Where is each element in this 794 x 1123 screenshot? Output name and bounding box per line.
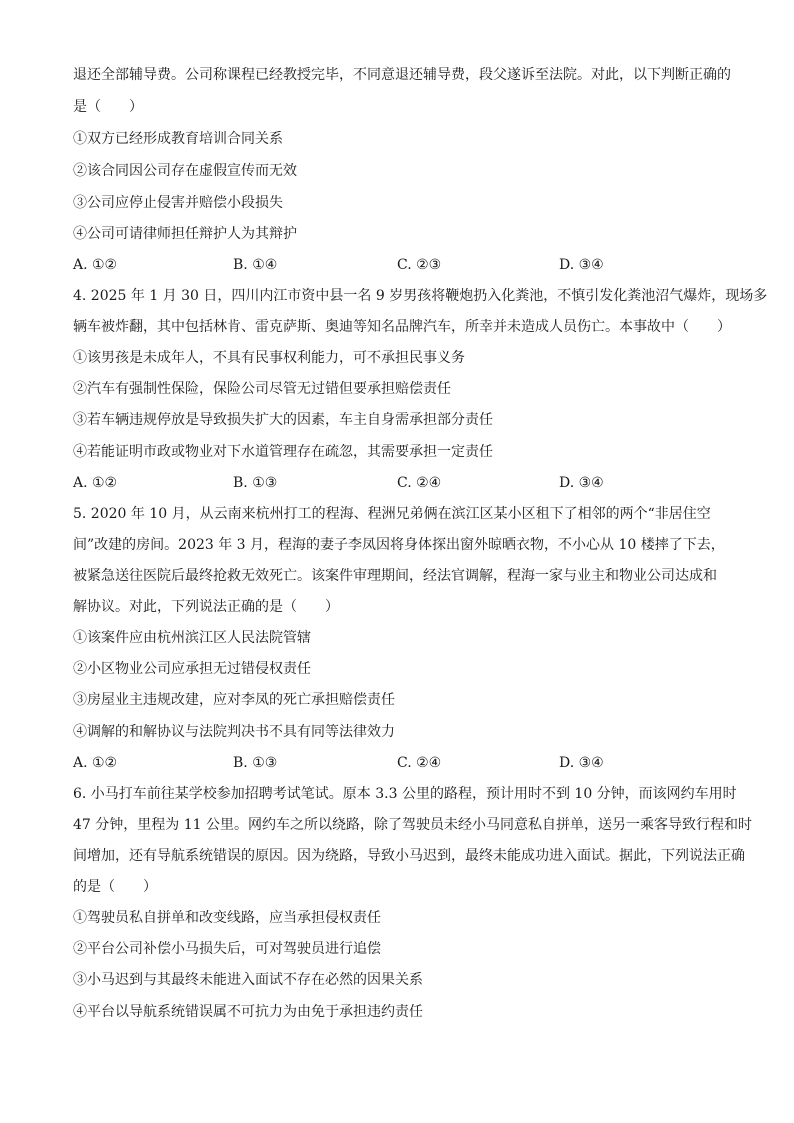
question-6-stem-line-2: 47 分钟，里程为 11 公里。网约车之所以绕路，除了驾驶员未经小马同意私自拼单，送另一乘客导致行程和时 <box>73 817 752 833</box>
question-6-stem-line-1: 6. 小马打车前往某学校参加招聘考试笔试。原本 3.3 公里的路程，预计用时不到 10 分钟，而该网约车用时 <box>73 786 737 802</box>
question-6-item-4: ④平台以导航系统错误属不可抗力为由免于承担违约责任 <box>73 1004 423 1020</box>
option-d[interactable]: D. ③④ <box>559 257 604 273</box>
option-a[interactable]: A. ①② <box>73 257 118 273</box>
question-3-item-1: ①双方已经形成教育培训合同关系 <box>73 131 283 147</box>
question-6-item-3: ③小马迟到与其最终未能进入面试不存在必然的因果关系 <box>73 972 423 988</box>
question-6-item-2: ②平台公司补偿小马损失后，可对驾驶员进行追偿 <box>73 941 381 957</box>
question-3-item-2: ②该合同因公司存在虚假宣传而无效 <box>73 163 297 179</box>
question-3-item-3: ③公司应停止侵害并赔偿小段损失 <box>73 195 283 211</box>
question-4-stem-line-1: 4. 2025 年 1 月 30 日，四川内江市资中县一名 9 岁男孩将鞭炮扔入化粪池，不慎引发化粪池沼气爆炸，现场多 <box>73 288 768 304</box>
question-5-stem-line-3: 被紧急送往医院后最终抢救无效死亡。该案件审理期间，经法官调解，程海一家与业主和物业公司达成和 <box>73 568 717 584</box>
option-c[interactable]: C. ②④ <box>397 475 442 491</box>
question-4-item-4: ④若能证明市政或物业对下水道管理存在疏忽，其需要承担一定责任 <box>73 444 493 460</box>
option-c[interactable]: C. ②④ <box>397 755 442 771</box>
question-3-options <box>73 256 733 274</box>
question-5-item-2: ②小区物业公司应承担无过错侵权责任 <box>73 661 311 677</box>
question-5-stem-line-2: 间”改建的房间。2023 年 3 月，程海的妻子李凤因将身体探出窗外晾晒衣物，不小心从 10 楼摔了下去， <box>73 537 725 553</box>
question-4-options <box>73 474 733 492</box>
option-a[interactable]: A. ①② <box>73 475 118 491</box>
option-a[interactable]: A. ①② <box>73 755 118 771</box>
question-6-stem-line-4: 的是（ ） <box>73 879 157 895</box>
question-5-options <box>73 754 733 772</box>
question-5-item-3: ③房屋业主违规改建，应对李凤的死亡承担赔偿责任 <box>73 692 395 708</box>
option-c[interactable]: C. ②③ <box>397 257 442 273</box>
option-b[interactable]: B. ①④ <box>233 257 278 273</box>
question-3-stem-line-1: 退还全部辅导费。公司称课程已经教授完毕，不同意退还辅导费，段父遂诉至法院。对此，以下判断正确的 <box>73 67 731 83</box>
question-5-item-1: ①该案件应由杭州滨江区人民法院管辖 <box>73 630 311 646</box>
question-3-item-4: ④公司可请律师担任辩护人为其辩护 <box>73 226 297 242</box>
option-d[interactable]: D. ③④ <box>559 755 604 771</box>
question-3-stem-line-2: 是（ ） <box>73 99 143 115</box>
question-4-item-2: ②汽车有强制性保险，保险公司尽管无过错但要承担赔偿责任 <box>73 381 451 397</box>
question-6-item-1: ①驾驶员私自拼单和改变线路，应当承担侵权责任 <box>73 910 381 926</box>
question-5-item-4: ④调解的和解协议与法院判决书不具有同等法律效力 <box>73 724 395 740</box>
question-4-item-3: ③若车辆违规停放是导致损失扩大的因素，车主自身需承担部分责任 <box>73 412 493 428</box>
option-b[interactable]: B. ①③ <box>233 755 278 771</box>
option-d[interactable]: D. ③④ <box>559 475 604 491</box>
question-6-stem-line-3: 间增加，还有导航系统错误的原因。因为绕路，导致小马迟到，最终未能成功进入面试。据此，下列说法正确 <box>73 848 745 864</box>
question-5-stem-line-1: 5. 2020 年 10 月，从云南来杭州打工的程海、程洲兄弟俩在滨江区某小区租下了相邻的两个“非居住空 <box>73 506 711 522</box>
question-5-stem-line-4: 解协议。对此，下列说法正确的是（ ） <box>73 599 339 615</box>
option-b[interactable]: B. ①③ <box>233 475 278 491</box>
question-4-stem-line-2: 辆车被炸翻，其中包括林肯、雷克萨斯、奥迪等知名品牌汽车，所幸并未造成人员伤亡。本事故中（ ） <box>73 319 731 335</box>
question-4-item-1: ①该男孩是未成年人，不具有民事权利能力，可不承担民事义务 <box>73 350 465 366</box>
